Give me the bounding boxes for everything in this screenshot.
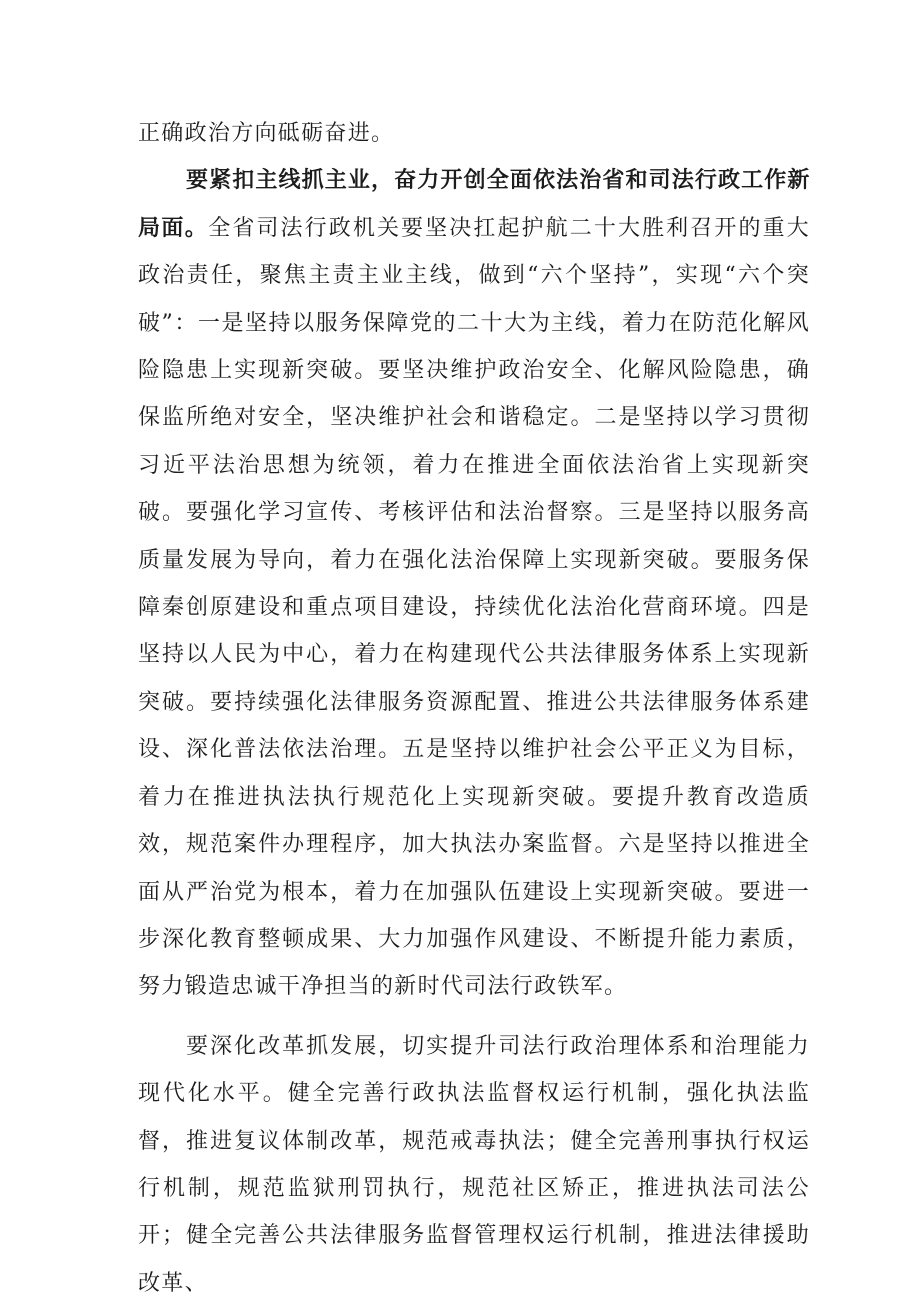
paragraph-text: 全省司法行政机关要坚决扛起护航二十大胜利召开的重大政治责任，聚焦主责主业主线，做到“六个坚持”，实现“六个突破”：一是坚持以服务保障党的二十大为主线，着力在防范化解风险隐患上实现新突破。要坚决维护政治安全、化解风险隐患，确保监所绝对安全，坚决维护社会和谐稳定。二是坚持以学习贯彻习近平法治思想为统领，着力在推进全面依法治省上实现新突破。要强化学习宣传、考核评估和法治督察。三是坚持以服务高质量发展为导向，着力在强化法治保障上实现新突破。要服务保障秦创原建设和重点项目建设，持续优化法治化营商环境。四是坚持以人民为中心，着力在构建现代公共法律服务体系上实现新突破。要持续强化法律服务资源配置、推进公共法律服务体系建设、深化普法依法治理。五是坚持以维护社会公平正义为目标，着力在推进执法执行规范化上实现新突破。要提升教育改造质效，规范案件办理程序，加大执法办案监督。六是坚持以推进全面从严治党为根本，着力在加强队伍建设上实现新突破。要进一步深化教育整顿成果、大力加强作风建设、不断提升能力素质，努力锻造忠诚干净担当的新时代司法行政铁军。 — [138, 215, 810, 1000]
paragraph-continuation — [138, 110, 810, 157]
paragraph-lead-heading: 要紧扣主线抓主业，奋力开创全面依法治省和司法行政工作新局面。 — [138, 168, 810, 241]
paragraph-text: 要深化改革抓发展，切实提升司法行政治理体系和治理能力现代化水平。健全完善行政执法监督权运行机制，强化执法监督，推进复议体制改革，规范戒毒执法；健全完善刑事执行权运行机制，规范监狱刑罚执行，规范社区矫正，推进执法司法公开；健全完善公共法律服务监督管理权运行机制，推进法律援助改革、 — [138, 1033, 810, 1296]
paragraph-main-line — [138, 157, 810, 1010]
paragraph-reform — [138, 1023, 810, 1307]
paragraph-text: 正确政治方向砥砺奋进。 — [138, 121, 395, 146]
document-body — [138, 110, 810, 1307]
